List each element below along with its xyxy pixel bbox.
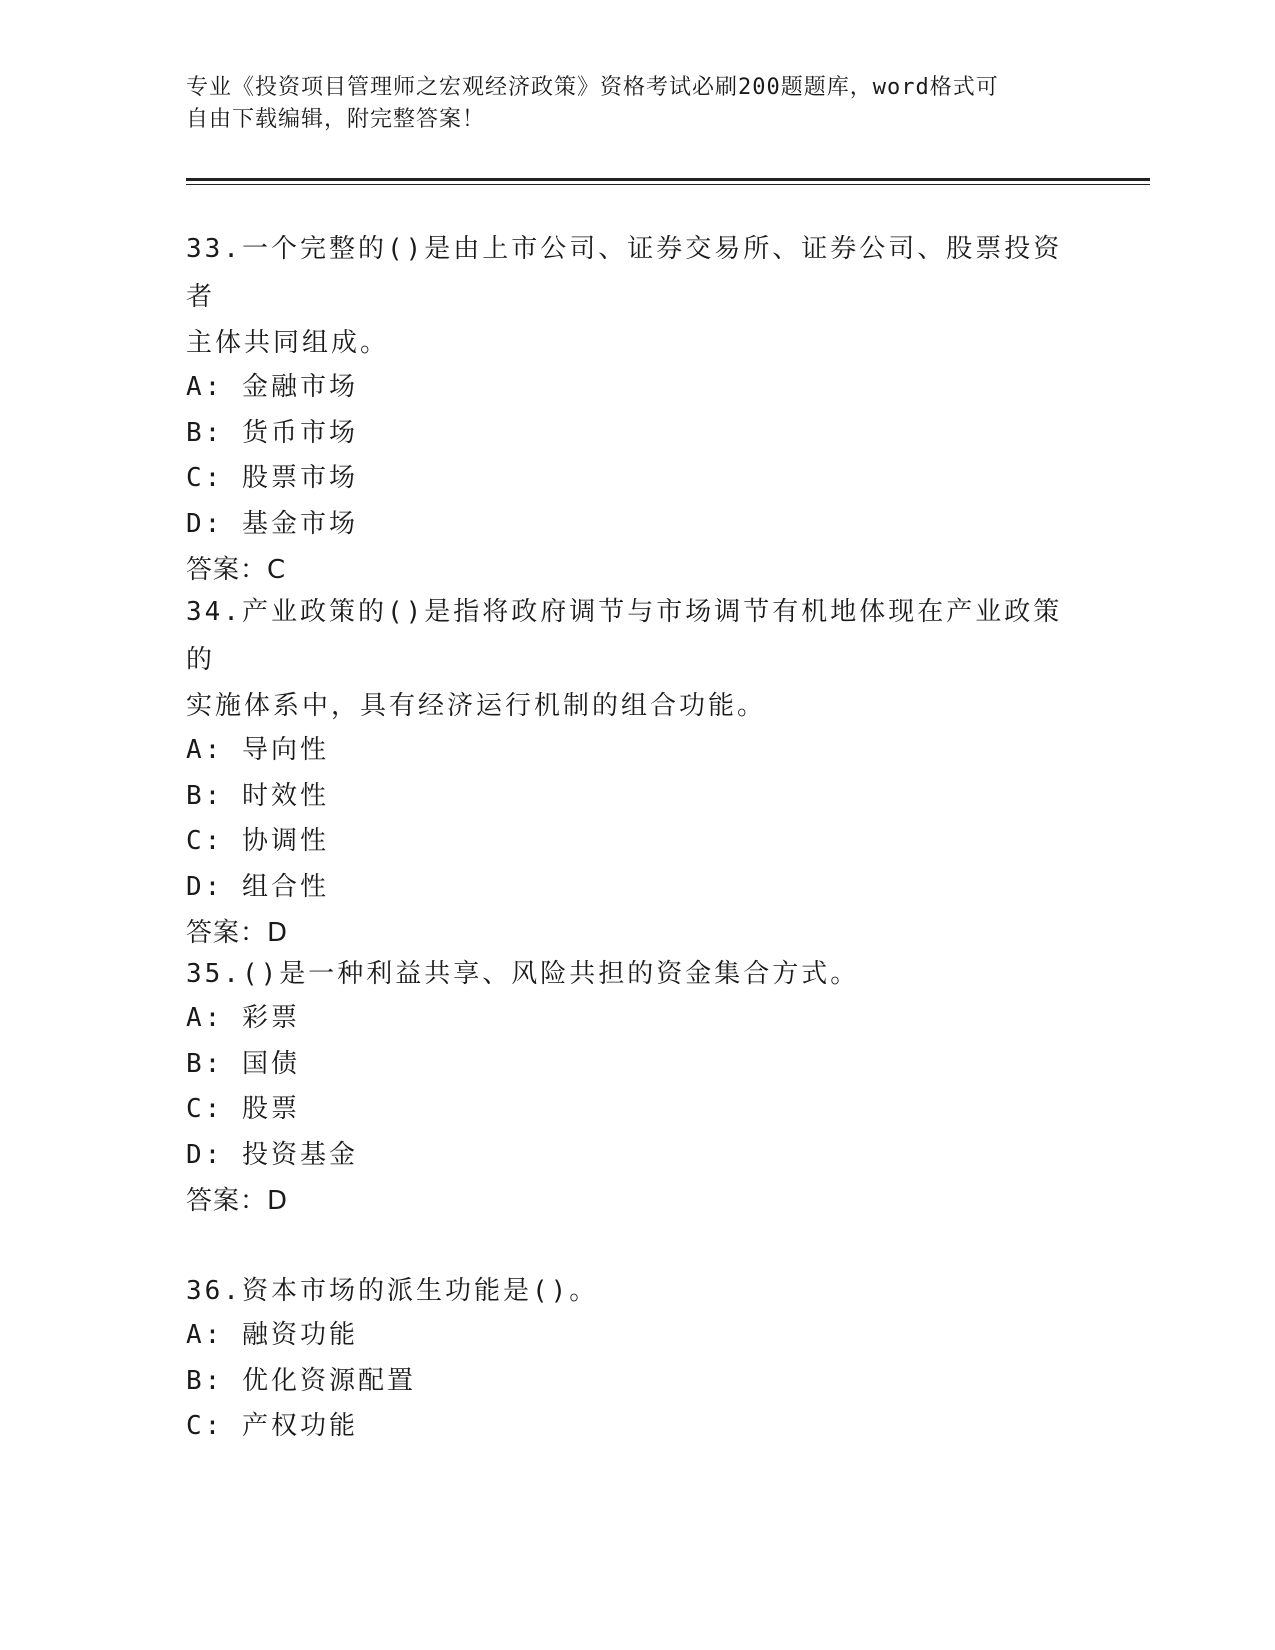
option-b: B: 优化资源配置 — [186, 1365, 416, 1396]
option-b: B: 时效性 — [186, 780, 329, 811]
question-35 — [186, 950, 1076, 1224]
answer: 答案：D — [186, 918, 289, 948]
question-36 — [186, 1267, 1076, 1450]
question-stem-continued: 主体共同组成。 — [186, 328, 390, 358]
option-a: A: 彩票 — [186, 1003, 300, 1033]
option-a: A: 金融市场 — [186, 372, 358, 402]
header-divider-thin — [186, 184, 1150, 185]
question-stem: 36.资本市场的派生功能是()。 — [186, 1276, 599, 1306]
header-divider-thick — [186, 178, 1150, 181]
option-c: C: 股票市场 — [186, 463, 358, 493]
option-d: D: 投资基金 — [186, 1139, 358, 1170]
answer: 答案：C — [186, 555, 287, 585]
option-a: A: 融资功能 — [186, 1320, 358, 1350]
header-line-2: 自由下载编辑，附完整答案！ — [186, 107, 486, 132]
question-stem: 33.一个完整的()是由上市公司、证券交易所、证券公司、股票投资者 — [186, 234, 1063, 312]
option-c: C: 股票 — [186, 1094, 300, 1124]
question-stem: 35.()是一种利益共享、风险共担的资金集合方式。 — [186, 959, 860, 989]
document-header — [186, 72, 1066, 136]
question-stem-continued: 实施体系中，具有经济运行机制的组合功能。 — [186, 691, 767, 721]
option-b: B: 货币市场 — [186, 417, 358, 448]
question-34 — [186, 588, 1076, 956]
option-c: C: 产权功能 — [186, 1411, 358, 1441]
option-d: D: 基金市场 — [186, 508, 358, 539]
option-b: B: 国债 — [186, 1048, 300, 1079]
option-a: A: 导向性 — [186, 735, 329, 765]
answer: 答案：D — [186, 1186, 289, 1216]
option-d: D: 组合性 — [186, 871, 329, 902]
header-line-1: 专业《投资项目管理师之宏观经济政策》资格考试必刷200题题库，word格式可 — [186, 75, 999, 100]
option-c: C: 协调性 — [186, 826, 329, 856]
question-33 — [186, 225, 1076, 593]
question-stem: 34.产业政策的()是指将政府调节与市场调节有机地体现在产业政策的 — [186, 597, 1063, 675]
